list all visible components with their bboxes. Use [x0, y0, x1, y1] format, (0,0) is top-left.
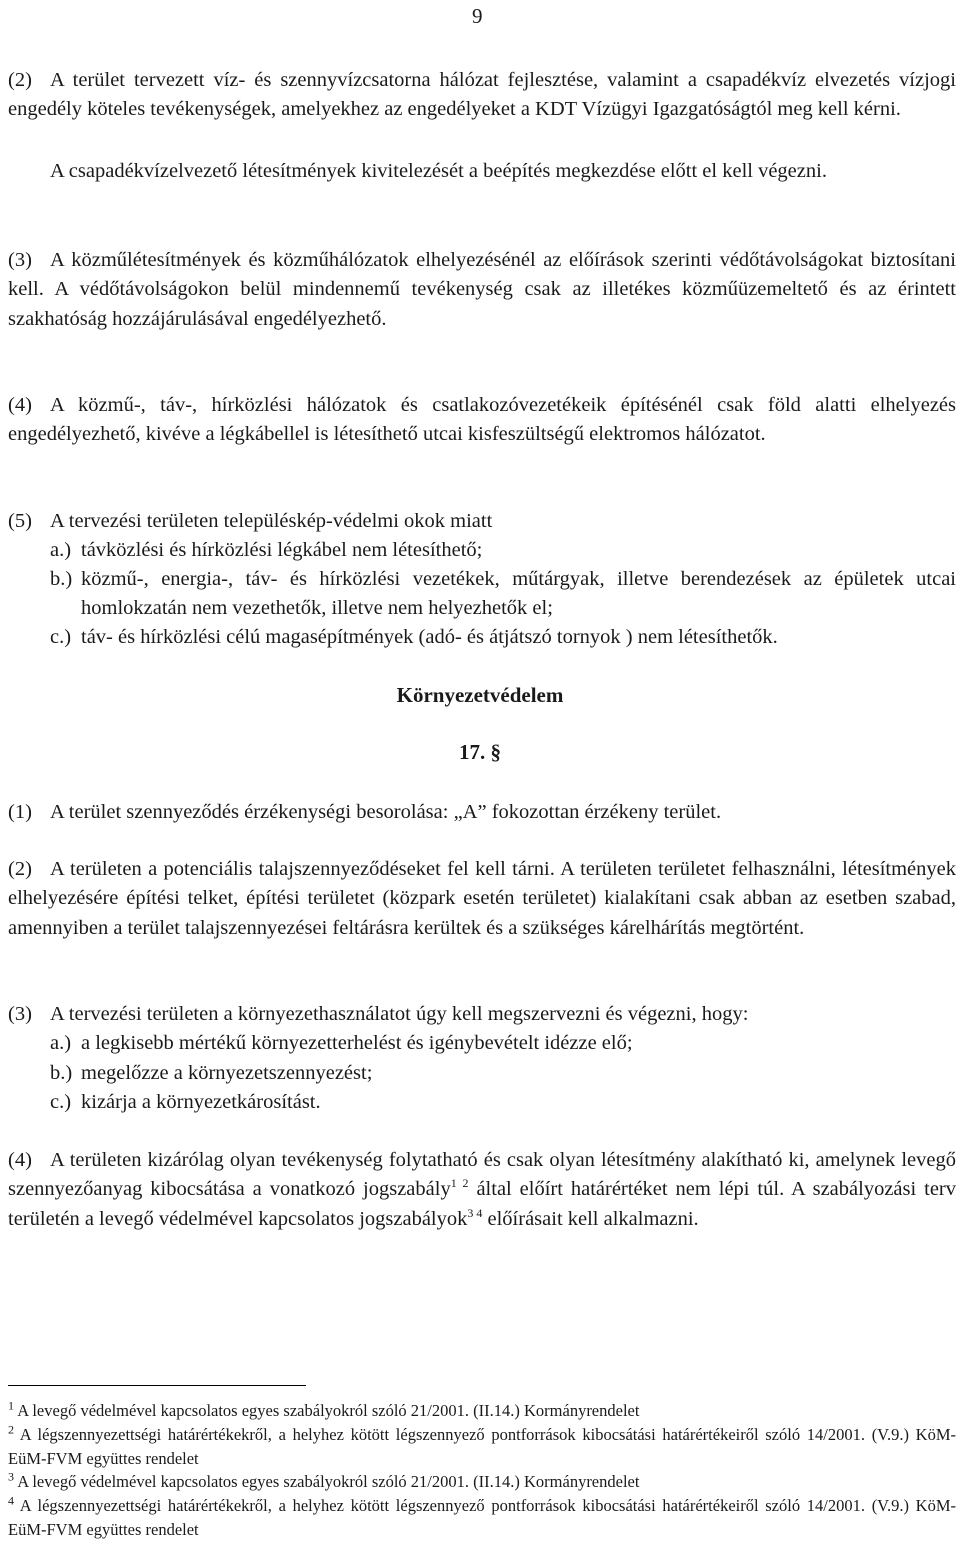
section-symbol: § [490, 740, 501, 764]
paragraph-17-3 [8, 1000, 956, 1029]
list-label: b.) [50, 568, 73, 590]
list-text: megelőzze a környezetszennyezést; [81, 1062, 373, 1084]
paragraph-16-4 [8, 391, 956, 450]
paragraph-17-2 [8, 855, 956, 943]
paragraph-text: A közműlétesítmények és közműhálózatok elhelyezésénél az előírások szerinti védőtávolságokat biztosítani kell. A védőtávolságokon belül mindennemű tevékenység csak az illetékes közműüzemeltető és az érintett szakhatóság hozzájárulásával engedélyezhető. [8, 249, 956, 330]
paragraph-number: (3) [8, 1003, 32, 1025]
page-number: 9 [472, 4, 483, 28]
section-number-text: 17. [459, 740, 486, 764]
footnote-text: A légszennyezettségi határértékekről, a helyhez kötött légszennyező pontforrások kibocsátási határértékeiről szóló 14/2001. (V.9.) KöM-EüM-FVM együttes rendelet [8, 1425, 956, 1468]
paragraph-text: A terület tervezett víz- és szennyvízcsatorna hálózat fejlesztése, valamint a csapadékvíz elvezetés vízjogi engedély köteles tevékenységek, amelyekhez az engedélyeket a KDT Vízügyi Igazgatóságtól meg kell kérni. [8, 69, 956, 121]
footnote-mark: 1 [8, 1398, 14, 1413]
paragraph-text: A terület szennyeződés érzékenységi besorolása: „A” fokozottan érzékeny terület. [50, 801, 722, 823]
footnote-ref: 1 2 [450, 1176, 469, 1191]
list-label: c.) [50, 1091, 72, 1113]
list-label: a.) [50, 539, 72, 561]
paragraph-17-1 [8, 798, 956, 827]
footnote-mark: 4 [8, 1493, 14, 1508]
paragraph-16-2 [8, 66, 956, 125]
footnote [8, 1423, 956, 1470]
paragraph-number: (3) [8, 249, 32, 271]
footnote-text: A levegő védelmével kapcsolatos egyes szabályokról szóló 21/2001. (II.14.) Kormányrendelet [17, 1401, 640, 1420]
paragraph-text: A közmű-, táv-, hírközlési hálózatok és csatlakozóvezetékeik építésénél csak föld alatti elhelyezés engedélyezhető, kivéve a légkábellel is létesíthető utcai kisfeszültségű elektromos hálózatot. [8, 394, 956, 446]
paragraph-16-3 [8, 246, 956, 334]
paragraph-number: (4) [8, 394, 32, 416]
section-number [0, 740, 960, 765]
footnote-text: A levegő védelmével kapcsolatos egyes szabályokról szóló 21/2001. (II.14.) Kormányrendelet [17, 1472, 640, 1491]
paragraph-text: által előírt határértéket nem lépi túl. A szabályozási terv területén a levegő védelmével kapcsolatos jogszabályok [8, 1178, 956, 1230]
list-item [50, 1029, 956, 1058]
list-item [50, 536, 956, 565]
paragraph-16-5 [8, 507, 956, 536]
paragraph-text: A csapadékvízelvezető létesítmények kivitelezését a beépítés megkezdése előtt el kell végezni. [50, 160, 827, 182]
paragraph-text: A tervezési területen településkép-védelmi okok miatt [50, 510, 493, 532]
list-item [50, 623, 956, 652]
list-label: c.) [50, 626, 72, 648]
paragraph-number: (2) [8, 69, 32, 91]
list-text: a legkisebb mértékű környezetterhelést és igénybevételt idézze elő; [81, 1032, 633, 1054]
paragraph-number: (5) [8, 510, 32, 532]
footnote-ref: 3 4 [467, 1205, 483, 1220]
paragraph-16-2-continuation [8, 157, 956, 186]
list-label: b.) [50, 1062, 73, 1084]
footnote-mark: 3 [8, 1469, 14, 1484]
paragraph-17-4 [8, 1146, 956, 1234]
list-item [50, 565, 956, 624]
list-item [50, 1088, 956, 1117]
paragraph-text: A területen kizárólag olyan tevékenység folytatható és csak olyan létesítmény alakítható ki, amelynek levegő szennyezőanyag kibocsátása a vonatkozó jogszabály [8, 1149, 956, 1201]
footnote [8, 1494, 956, 1541]
paragraph-number: (1) [8, 801, 32, 823]
footnote-separator [8, 1385, 306, 1386]
list-text: kizárja a környezetkárosítást. [81, 1091, 321, 1113]
list-item [50, 1059, 956, 1088]
paragraph-number: (4) [8, 1149, 32, 1171]
footnote-text: A légszennyezettségi határértékekről, a helyhez kötött légszennyező pontforrások kibocsátási határértékeiről szóló 14/2001. (V.9.) KöM-EüM-FVM együttes rendelet [8, 1496, 956, 1539]
paragraph-number: (2) [8, 858, 32, 880]
list-text: táv- és hírközlési célú magasépítmények (adó- és átjátszó tornyok ) nem létesíthetők. [81, 626, 778, 648]
list-text: közmű-, energia-, táv- és hírközlési vezetékek, műtárgyak, illetve berendezések az épületek utcai homlokzatán nem vezethetők, illetve nem helyezhetők el; [81, 568, 956, 620]
paragraph-text: A területen a potenciális talajszennyeződéseket fel kell tárni. A területen területet felhasználni, létesítmények elhelyezésére építési telket, építési területet (közpark esetén területet) kialakítani csak abban az esetben szabad, amennyiben a terület talajszennyezései feltárásra kerültek és a szükséges kárelhárítás megtörtént. [8, 858, 956, 939]
footnote [8, 1399, 956, 1423]
footnote-mark: 2 [8, 1422, 14, 1437]
list-text: távközlési és hírközlési légkábel nem létesíthető; [81, 539, 483, 561]
paragraph-text: A tervezési területen a környezethasználatot úgy kell megszervezni és végezni, hogy: [50, 1003, 749, 1025]
list-label: a.) [50, 1032, 72, 1054]
section-title: Környezetvédelem [396, 683, 564, 707]
paragraph-text: előírásait kell alkalmazni. [482, 1207, 699, 1230]
footnote [8, 1470, 956, 1494]
